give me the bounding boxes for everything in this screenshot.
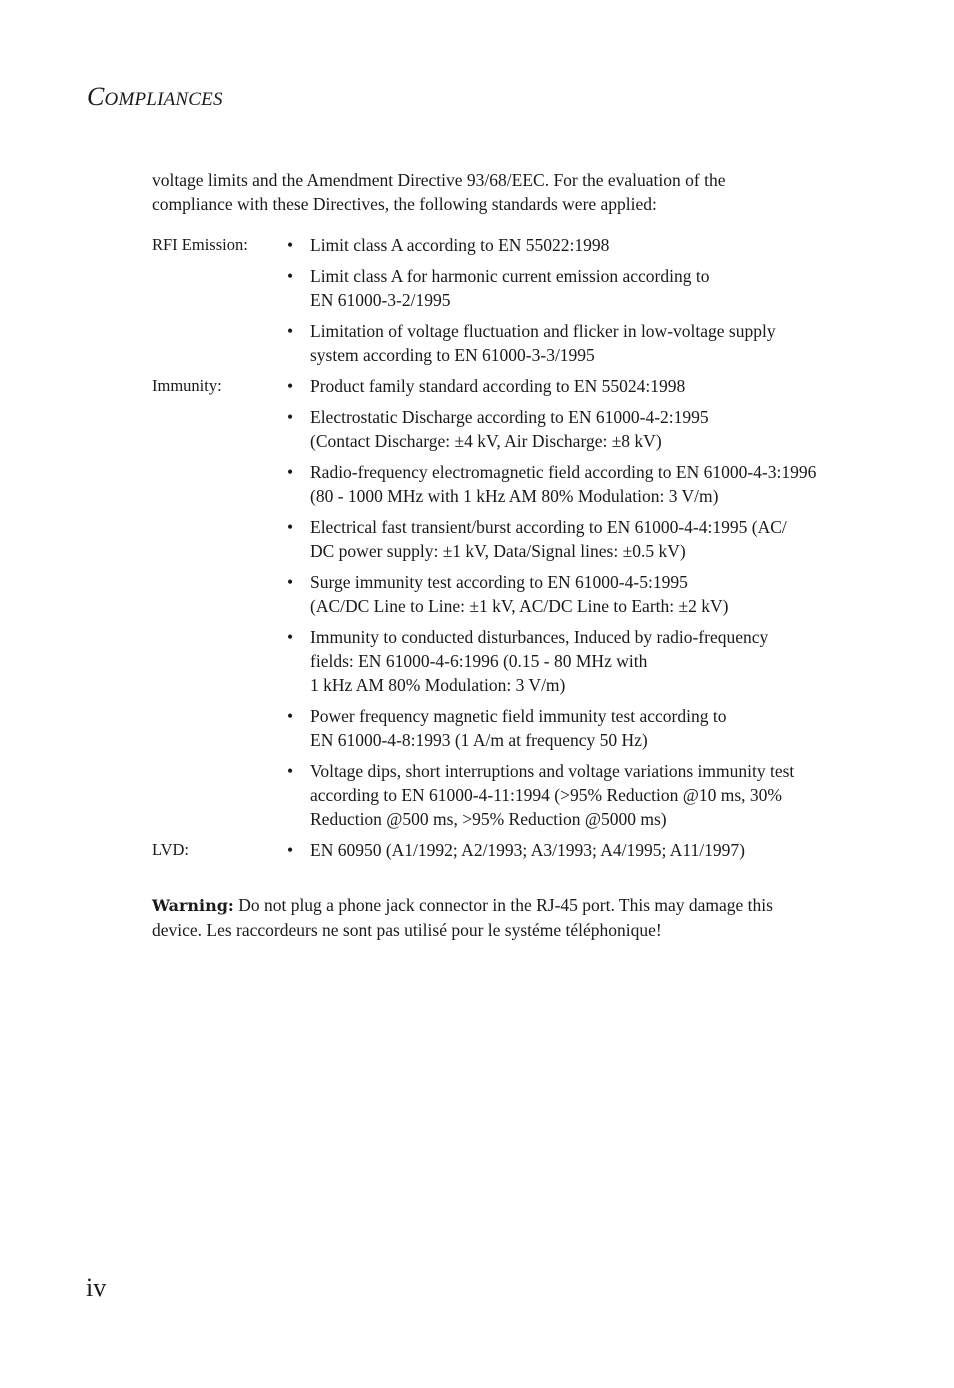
bullet-icon: • xyxy=(287,572,294,592)
intro-line: voltage limits and the Amendment Directive 93/68/EEC. For the evaluation of the xyxy=(152,170,726,190)
standard-item-line: DC power supply: ±1 kV, Data/Signal lines: ±0.5 kV) xyxy=(310,541,686,561)
standard-item-line: EN 61000-3-2/1995 xyxy=(310,290,451,310)
standard-item-line: Reduction @500 ms, >95% Reduction @5000 ms) xyxy=(310,809,667,829)
warning-text-line2: device. Les raccordeurs ne sont pas utilisé pour le systéme téléphonique! xyxy=(152,920,662,940)
standard-item xyxy=(287,515,852,563)
standards-group xyxy=(152,838,852,869)
standards-items xyxy=(287,233,852,374)
standard-item-line: Power frequency magnetic field immunity test according to xyxy=(310,706,727,726)
standard-item-line: (Contact Discharge: ±4 kV, Air Discharge: ±8 kV) xyxy=(310,431,662,451)
standard-item-line: (AC/DC Line to Line: ±1 kV, AC/DC Line to Earth: ±2 kV) xyxy=(310,596,729,616)
standard-item-line: (80 - 1000 MHz with 1 kHz AM 80% Modulation: 3 V/m) xyxy=(310,486,719,506)
page-number: iv xyxy=(86,1273,107,1302)
standard-item xyxy=(287,570,852,618)
standard-item xyxy=(287,625,852,697)
standard-item xyxy=(287,374,852,398)
standard-item xyxy=(287,838,852,862)
standards-group xyxy=(152,374,852,838)
bullet-icon: • xyxy=(287,266,294,286)
standards-items xyxy=(287,838,852,869)
standard-item-line: system according to EN 61000-3-3/1995 xyxy=(310,345,595,365)
bullet-icon: • xyxy=(287,517,294,537)
standard-item-line: Limit class A according to EN 55022:1998 xyxy=(310,235,610,255)
bullet-icon: • xyxy=(287,706,294,726)
bullet-icon: • xyxy=(287,376,294,396)
standard-item xyxy=(287,460,852,508)
bullet-icon: • xyxy=(287,462,294,482)
standard-item-line: Voltage dips, short interruptions and voltage variations immunity test xyxy=(310,761,795,781)
bullet-icon: • xyxy=(287,407,294,427)
standard-item xyxy=(287,704,852,752)
standard-item-line: EN 60950 (A1/1992; A2/1993; A3/1993; A4/1995; A11/1997) xyxy=(310,840,745,860)
standards-group-label: LVD: xyxy=(152,840,189,859)
bullet-icon: • xyxy=(287,627,294,647)
standard-item-line: Radio-frequency electromagnetic field according to EN 61000-4-3:1996 xyxy=(310,462,817,482)
running-header-rest: OMPLIANCES xyxy=(104,89,223,110)
standards-group-label: Immunity: xyxy=(152,376,222,395)
warning-text-line1: Do not plug a phone jack connector in the RJ-45 port. This may damage this xyxy=(233,895,773,915)
bullet-icon: • xyxy=(287,840,294,860)
standard-item-line: Electrostatic Discharge according to EN 61000-4-2:1995 xyxy=(310,407,709,427)
warning-label: Warning: xyxy=(152,896,234,915)
standard-item-line: fields: EN 61000-4-6:1996 (0.15 - 80 MHz with xyxy=(310,651,648,671)
bullet-icon: • xyxy=(287,321,294,341)
standard-item xyxy=(287,264,852,312)
standard-item xyxy=(287,405,852,453)
standard-item xyxy=(287,319,852,367)
bullet-icon: • xyxy=(287,761,294,781)
standard-item xyxy=(287,759,852,831)
standard-item-line: Electrical fast transient/burst according to EN 61000-4-4:1995 (AC/ xyxy=(310,517,787,537)
standard-item-line: 1 kHz AM 80% Modulation: 3 V/m) xyxy=(310,675,566,695)
standard-item-line: Product family standard according to EN 55024:1998 xyxy=(310,376,686,396)
intro-line: compliance with these Directives, the following standards were applied: xyxy=(152,194,657,214)
standard-item-line: according to EN 61000-4-11:1994 (>95% Reduction @10 ms, 30% xyxy=(310,785,782,805)
standard-item-line: EN 61000-4-8:1993 (1 A/m at frequency 50 Hz) xyxy=(310,730,648,750)
running-header-initial: C xyxy=(87,82,105,111)
standards-list xyxy=(152,233,852,869)
standard-item xyxy=(287,233,852,257)
standards-group xyxy=(152,233,852,374)
intro-paragraph xyxy=(152,168,852,216)
standard-item-line: Limit class A for harmonic current emission according to xyxy=(310,266,710,286)
standards-items xyxy=(287,374,852,838)
warning-paragraph xyxy=(152,893,852,942)
bullet-icon: • xyxy=(287,235,294,255)
running-header xyxy=(87,82,223,112)
standard-item-line: Surge immunity test according to EN 61000-4-5:1995 xyxy=(310,572,688,592)
standards-group-label: RFI Emission: xyxy=(152,235,248,254)
standard-item-line: Limitation of voltage fluctuation and flicker in low-voltage supply xyxy=(310,321,776,341)
standard-item-line: Immunity to conducted disturbances, Induced by radio-frequency xyxy=(310,627,769,647)
